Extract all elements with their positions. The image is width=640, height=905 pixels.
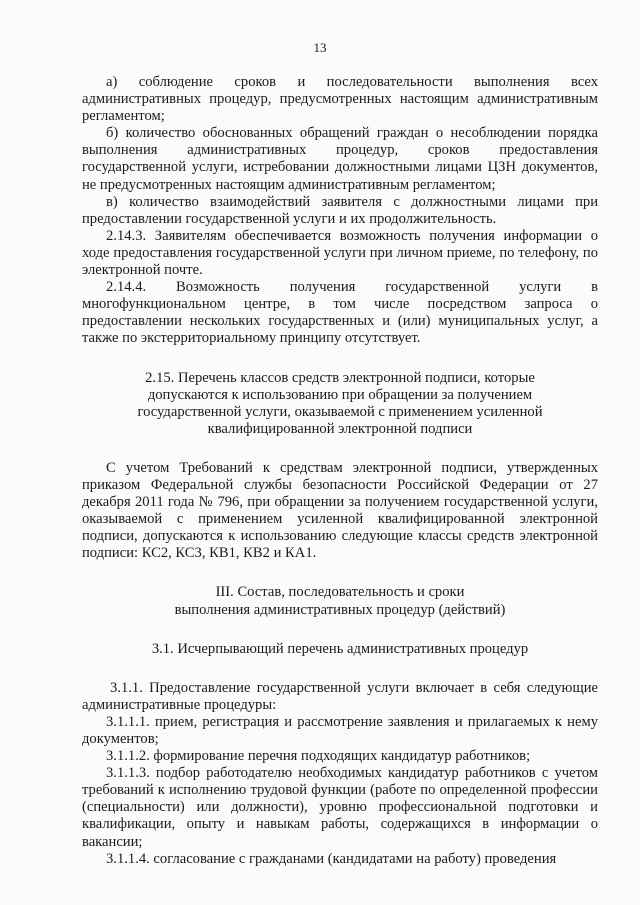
section-heading-2-15: 2.15. Перечень классов средств электронной подписи, которые допускаются к использованию при обращении за получением государственной услуги, оказываемой с применением усиленной квалифицированной электронной подписи [137,369,543,437]
paragraph-v: в) количество взаимодействий заявителя с должностными лицами при предоставлении государственной услуги и их продолжительность. [82,193,598,227]
paragraph-a: а) соблюдение сроков и последовательности выполнения всех административных процедур, предусмотренных настоящим административным регламентом; [82,74,598,125]
paragraph-3-1-1-1: 3.1.1.1. прием, регистрация и рассмотрение заявления и прилагаемых к нему документов; [82,713,598,747]
paragraph-b: б) количество обоснованных обращений граждан о несоблюдении порядка выполнения административных процедур, сроков предоставления государственной услуги, истребовании должностными лицами ЦЗН документов, не предусмотренных настоящим административным регламентом; [82,125,598,193]
document-body [82,74,598,868]
chapter-heading-line-2: выполнения административных процедур (действий) [174,601,506,618]
paragraph-3-1-1-4: 3.1.1.4. согласование с гражданами (кандидатами на работу) проведения [106,850,557,867]
chapter-heading-line-1: III. Состав, последовательность и сроки [215,584,465,601]
section-heading-3-1: 3.1. Исчерпывающий перечень административных процедур [151,640,529,657]
paragraph-2-14-4: 2.14.4. Возможность получения государственной услуги в многофункциональном центре, в том числе посредством запроса о предоставлении нескольких государственных и (или) муниципальных услуг, а также по экстерриториальному принципу отсутствует. [82,279,598,347]
paragraph-3-1-1-3: 3.1.1.3. подбор работодателю необходимых кандидатур работников с учетом требований к исполнению трудовой функции (работе по определенной профессии (специальности) или должности), уровню профессиональной подготовки и квалификации, опыту и навыкам работы, содержащихся в информации о вакансии; [82,765,598,850]
paragraph-3-1-1-2: 3.1.1.2. формирование перечня подходящих кандидатур работников; [106,748,531,765]
paragraph-signature-classes: С учетом Требований к средствам электронной подписи, утвержденных приказом Федеральной службы безопасности Российской Федерации от 27 декабря 2011 года № 796, при обращении за получением государственной услуги, оказываемой с применением усиленной квалифицированной электронной подписи, допускаются к использованию следующие классы средств электронной подписи: КС2, КС3, КВ1, КВ2 и КА1. [82,459,598,562]
page-number: 13 [313,40,327,55]
paragraph-3-1-1: 3.1.1. Предоставление государственной услуги включает в себя следующие административные процедуры: [82,679,598,713]
paragraph-2-14-3: 2.14.3. Заявителям обеспечивается возможность получения информации о ходе предоставления государственной услуги при личном приеме, по телефону, по электронной почте. [82,227,598,279]
